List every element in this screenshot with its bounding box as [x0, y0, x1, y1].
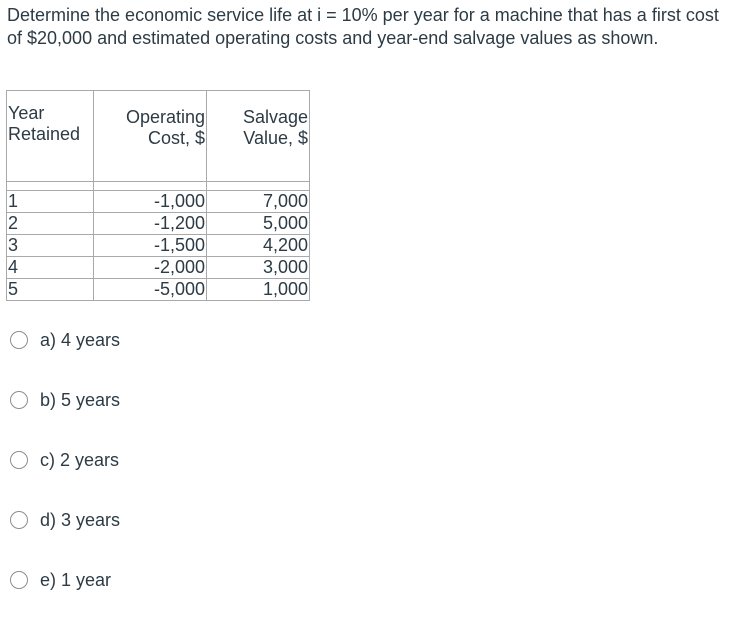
- option-c[interactable]: [10, 448, 120, 472]
- table-header-row: [7, 91, 310, 182]
- operating-cost-cell: -5,000: [94, 279, 207, 301]
- option-b[interactable]: [10, 388, 120, 412]
- table-row: [7, 257, 310, 279]
- table-spacer-row: [7, 182, 310, 191]
- option-a-label[interactable]: a) 4 years: [40, 329, 121, 350]
- radio-button-e[interactable]: [10, 571, 28, 589]
- question-text: Determine the economic service life at i = 10% per year for a machine that has a first cost of $20,000 and estimated operating costs and year-end salvage values as shown.: [7, 5, 719, 48]
- salvage-value-cell: 7,000: [207, 191, 310, 213]
- header-year-retained: [7, 91, 94, 182]
- header-operating-line2: Cost, $: [147, 128, 205, 148]
- year-cell: 2: [7, 213, 94, 235]
- year-cell: 4: [7, 257, 94, 279]
- table-row: [7, 213, 310, 235]
- table-row: [7, 235, 310, 257]
- radio-button-b[interactable]: [10, 391, 28, 409]
- header-salvage-line1: Salvage: [242, 107, 308, 127]
- header-operating-line1: Operating: [125, 107, 205, 127]
- operating-cost-cell: -1,500: [94, 235, 207, 257]
- header-year-line1: Year: [8, 103, 45, 123]
- table-row: [7, 191, 310, 213]
- operating-cost-cell: -1,200: [94, 213, 207, 235]
- radio-button-d[interactable]: [10, 511, 28, 529]
- year-cell: 5: [7, 279, 94, 301]
- answer-options: [10, 328, 120, 628]
- table-row: [7, 279, 310, 301]
- option-d-label[interactable]: d) 3 years: [40, 509, 121, 530]
- year-cell: 3: [7, 235, 94, 257]
- option-c-label[interactable]: c) 2 years: [40, 449, 120, 470]
- year-cell: 1: [7, 191, 94, 213]
- option-e[interactable]: [10, 568, 120, 592]
- option-e-label[interactable]: e) 1 year: [40, 569, 112, 590]
- cost-table: [6, 90, 310, 301]
- salvage-value-cell: 1,000: [207, 279, 310, 301]
- option-a[interactable]: [10, 328, 120, 352]
- salvage-value-cell: 5,000: [207, 213, 310, 235]
- radio-button-a[interactable]: [10, 331, 28, 349]
- salvage-value-cell: 4,200: [207, 235, 310, 257]
- header-salvage-value: [207, 91, 310, 182]
- salvage-value-cell: 3,000: [207, 257, 310, 279]
- header-operating-cost: [94, 91, 207, 182]
- header-year-line2: Retained: [8, 124, 81, 144]
- header-salvage-line2: Value, $: [243, 128, 308, 148]
- option-b-label[interactable]: b) 5 years: [40, 389, 121, 410]
- operating-cost-cell: -1,000: [94, 191, 207, 213]
- operating-cost-cell: -2,000: [94, 257, 207, 279]
- radio-button-c[interactable]: [10, 451, 28, 469]
- option-d[interactable]: [10, 508, 120, 532]
